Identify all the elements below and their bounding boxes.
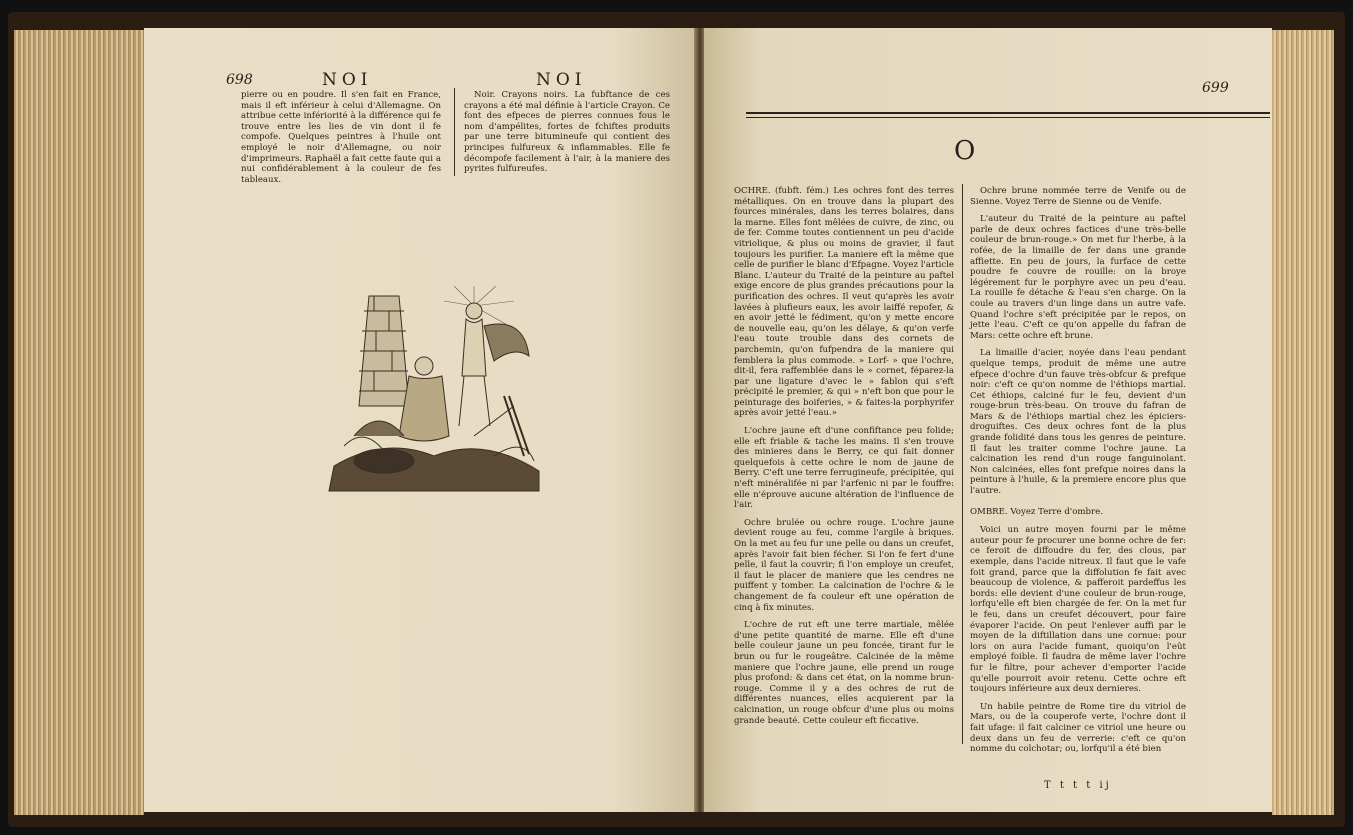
right-column-1	[734, 186, 954, 733]
left-page	[144, 28, 696, 812]
paragraph: OCHRE. (fubft. fém.) Les ochres font des terres métalliques. On en trouve dans la plupart des fources minérales, dans les terres bolaires, dans la marne. Elles font mêlées de cuivre, de zinc, ou de fer. Comme toutes contiennent un peu d'acide vitriolique, & plus ou moins de gravier, il faut toujours les purifier. La maniere eft la même que celle de purifier le blanc d'Efpagne. Voyez l'article Blanc. L'auteur du Traité de la peinture au paftel exige encore de plus grandes précautions pour la purification des ochres. Il veut qu'après les avoir lavées à plufieurs eaux, les avoir laiffé repofer, & en avoir jetté le fédiment, qu'on y mette encore de nouvelle eau, qu'on les délaye, & qu'on verfe l'eau toute trouble dans des cornets de parchemin, qu'on fufpendra de la maniere qui femblera la plus commode. » Lorf- » que l'ochre, dit-il, fera raffemblée dans le » cornet, féparez-la par une ligature d'avec le » fablon qui s'eft précipité le premier, & qui » n'eft bon que pour le peinturage des boiferies, » & faites-la porphyrifer après avoir jetté l'eau.»	[734, 186, 954, 419]
running-head-right: NOI	[536, 70, 587, 90]
signature-mark: T t t t ij	[1044, 780, 1112, 791]
left-column-2	[464, 90, 670, 182]
paragraph: La limaille d'acier, noyée dans l'eau pendant quelque temps, produit de même une autre efpece d'ochre d'un fauve très-obfcur & prefque noir: c'eft ce qu'on nomme de l'éthiops martial. Cet éthiops, calciné fur le feu, devient d'un rouge-brun très-beau. On trouve du fafran de Mars & de l'éthiops martial chez les épiciers-droguiftes. Ces deux ochres font de la plus grande folidité dans tous les genres de peinture. Il faut les traiter comme l'ochre jaune. La calcination les rend d'un rouge fanguinolant. Non calcinées, elles font prefque noires dans la peinture à l'huile, & la premiere encore plus que l'autre.	[970, 348, 1186, 497]
right-page	[704, 28, 1272, 812]
left-column-1	[241, 90, 441, 192]
column-divider	[962, 184, 963, 744]
right-page-edges	[1272, 30, 1334, 815]
paragraph: Ochre brulée ou ochre rouge. L'ochre jaune devient rouge au feu, comme l'argile à briques. On la met au feu fur une pelle ou dans un creufet, après l'avoir fait bien fécher. Si l'on fe fert d'une pelle, il faut la couvrir; fi l'on employe un creufet, il faut le placer de maniere que les cendres ne puiffent y tomber. La calcination de l'ochre & le changement de fa couleur eft une opération de cinq à fix minutes.	[734, 517, 954, 613]
left-page-edges	[14, 30, 144, 815]
paragraph: Ochre brune nommée terre de Venife ou de Sienne. Voyez Terre de Sienne ou de Venife.	[970, 186, 1186, 207]
entry-heading: OMBRE. Voyez Terre d'ombre.	[970, 506, 1103, 517]
paragraph: Noir. Crayons noirs. La fubftance de ces crayons a été mal définie à l'article Crayon. Ce font des efpeces de pierres connues fous le nom d'ampélites, fortes de fchiftes produits par une terre bitumineufe qui contient des principes fulfureux & inflammables. Elle fe décompofe facilement à l'air, à la maniere des pyrites fulfureufes.	[464, 90, 670, 175]
right-column-2	[970, 186, 1186, 762]
paragraph: Voici un autre moyen fourni par le même auteur pour fe procurer une bonne ochre de fer: ce feroit de diffoudre du fer, des clous, par exemple, dans l'acide nitreux. Il faut que le vafe foit grand, parce que la diffolution fe fait avec beaucoup de violence, & pafferoit pardeffus les bords: elle devient d'une couleur de brun-rouge, lorfqu'elle eft bien chargée de fer. On la met fur le feu, dans un creufet découvert, pour faire évaporer l'acide. On peut l'enlever auffi par le moyen de la diftillation dans une cornue: pour lors on aura l'acide fumant, quoiqu'on l'eût employé foible. Il faudra de même laver l'ochre fur le filtre, pour achever d'emporter l'acide qu'elle pourroit avoir retenu. Cette ochre eft toujours inférieure aux deux dernieres.	[970, 525, 1186, 695]
header-rule	[746, 112, 1270, 118]
paragraph: L'ochre jaune eft d'une confiftance peu folide; elle eft friable & tache les mains. Il s'en trouve des minieres dans le Berry, ce qui fait donner quelquefois à cette ochre le nom de jaune de Berry. C'eft une terre ferrugineufe, précipitée, qui n'eft minéralifée ni par l'arfenic ni par le fouffre: elle n'éprouve aucune altération de l'influence de l'air.	[734, 426, 954, 511]
paragraph: Un habile peintre de Rome tire du vitriol de Mars, ou de la couperofe verte, l'ochre dont il fait ufage: il fait calciner ce vitriol une heure ou deux dans un feu de verrerie: c'eft ce qu'on nomme du colchotar; ou, lorfqu'il a été bien	[970, 701, 1186, 755]
column-divider	[454, 88, 455, 176]
page-number: 698	[226, 72, 253, 88]
page-number: 699	[1202, 80, 1229, 96]
engraved-vignette	[324, 286, 544, 496]
running-head: NOI	[322, 70, 373, 90]
paragraph: L'auteur du Traité de la peinture au paftel parle de deux ochres factices d'une très-belle couleur de brun-rouge.» On met fur l'herbe, à la rofée, de la limaille de fer dans une grande affiette. En peu de jours, la furface de cette poudre fe couvre de rouille: on la broye légérement fur le porphyre avec un peu d'eau. La rouille fe détache & l'eau s'en charge. On la coule au travers d'un linge dans un autre vafe. Quand l'ochre s'eft précipitée par le repos, on jette l'eau. C'eft ce qu'on appelle du fafran de Mars: cette ochre eft brune.	[970, 214, 1186, 341]
paragraph: L'ochre de rut eft une terre martiale, mêlée d'une petite quantité de marne. Elle eft d'une belle couleur jaune un peu foncée, tirant fur le brun ou fur le rougeâtre. Calcinée de la même maniere que l'ochre jaune, elle prend un rouge plus profond: & dans cet état, on la nomme brun-rouge. Comme il y a des ochres de rut de différentes nuances, elles acquierent par la calcination, un rouge obfcur d'une plus ou moins grande beauté. Cette couleur eft ficcative.	[734, 620, 954, 726]
section-letter: O	[954, 136, 976, 166]
paragraph: pierre ou en poudre. Il s'en fait en France, mais il eft inférieur à celui d'Allemagne. On attribue cette infériorité à la différence qui fe trouve entre les lies de vin dont il fe compofe. Quelques peintres à l'huile ont employé le noir d'Allemagne, ou noir d'imprimeurs. Raphaël a fait cette faute qui a nui confidérablement à la couleur de fes tableaux.	[241, 90, 441, 185]
